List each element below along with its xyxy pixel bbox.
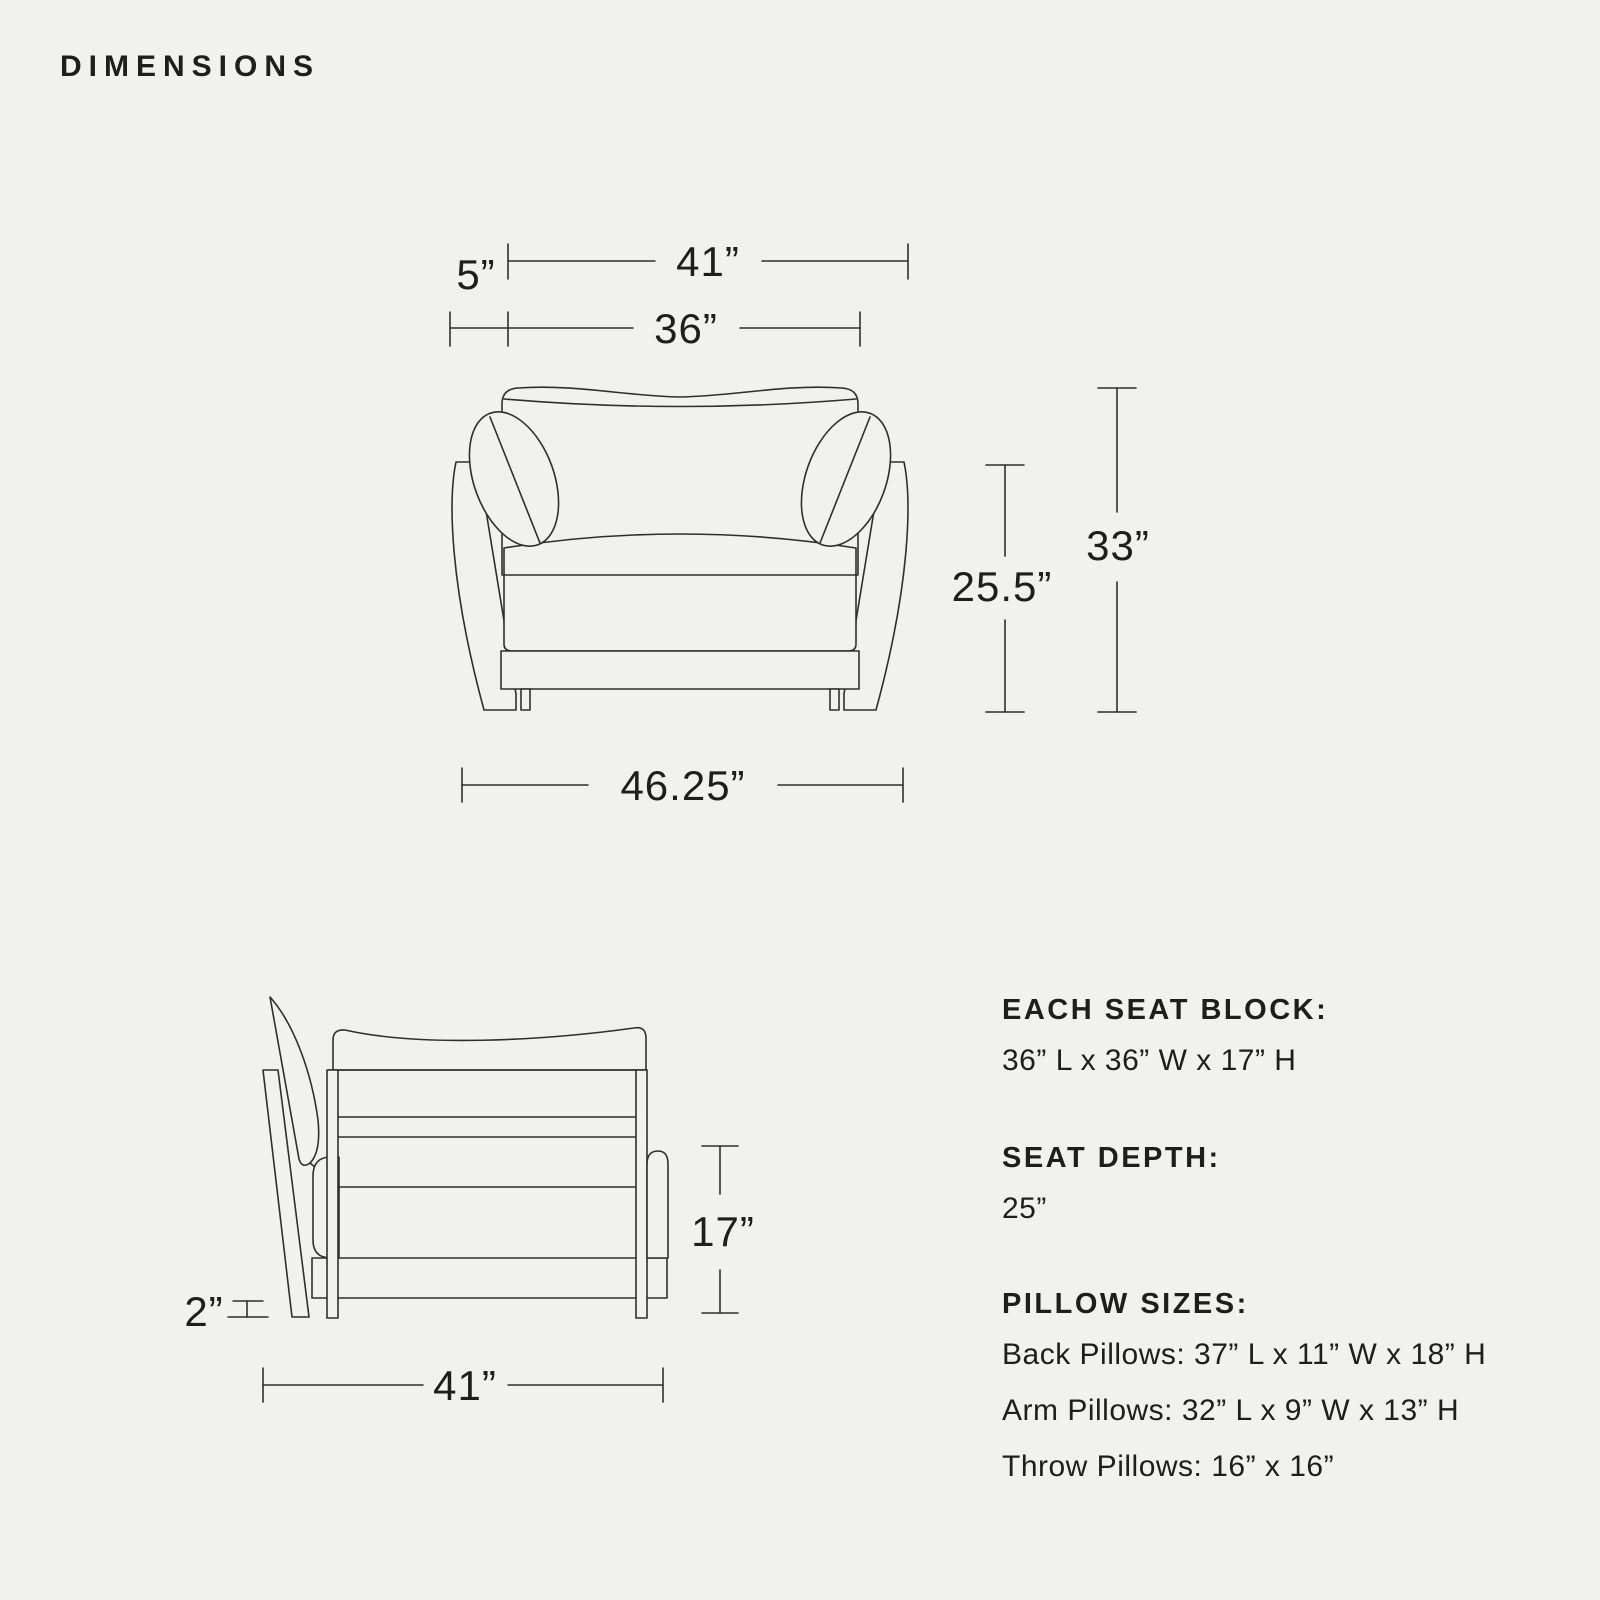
front-left-leg [521,689,530,710]
spec-heading-seat-block: EACH SEAT BLOCK: [1002,994,1329,1026]
dim-overall-width-label: 46.25” [620,762,746,809]
front-right-leg [830,689,839,710]
front-base-rail [501,651,859,689]
spec-value-throw-pillows: Throw Pillows: 16” x 16” [1002,1450,1335,1483]
side-arm-pillow [647,1151,668,1258]
side-frame-slats [328,1070,647,1187]
front-seat-cushion [504,534,856,651]
dim-back-width [508,238,908,285]
dim-overall-height [1086,388,1150,712]
armchair-front-view [452,387,908,710]
dim-leg-height-label: 2” [184,1288,224,1335]
dim-overall-width [462,762,903,809]
dim-seat-width [450,305,860,352]
dim-arm-top-width-label: 5” [456,251,496,298]
dim-arm-height [952,465,1053,712]
dim-leg-height [184,1288,268,1335]
spec-value-back-pillows: Back Pillows: 37” L x 11” W x 18” H [1002,1338,1487,1371]
spec-value-seat-block: 36” L x 36” W x 17” H [1002,1044,1297,1077]
spec-value-seat-depth: 25” [1002,1192,1047,1225]
dim-seat-block-height-label: 17” [691,1208,755,1255]
spec-value-arm-pillows: Arm Pillows: 32” L x 9” W x 13” H [1002,1394,1460,1427]
dim-overall-depth-label: 41” [433,1362,497,1409]
dim-back-width-label: 41” [676,238,740,285]
dim-arm-top-width [456,251,495,298]
page-title: DIMENSIONS [60,50,321,83]
spec-heading-pillow-sizes: PILLOW SIZES: [1002,1288,1249,1320]
dim-seat-block-height [691,1146,755,1313]
side-top-cushion [333,1028,646,1070]
dim-overall-depth [263,1362,663,1409]
spec-heading-seat-depth: SEAT DEPTH: [1002,1142,1221,1174]
side-bottom-rail [312,1258,667,1298]
dim-seat-width-label: 36” [654,305,718,352]
dim-overall-height-label: 33” [1086,522,1150,569]
side-front-post [636,1070,647,1318]
armchair-side-view [263,997,668,1318]
dim-arm-height-label: 25.5” [951,563,1053,610]
side-back-post [327,1070,338,1318]
